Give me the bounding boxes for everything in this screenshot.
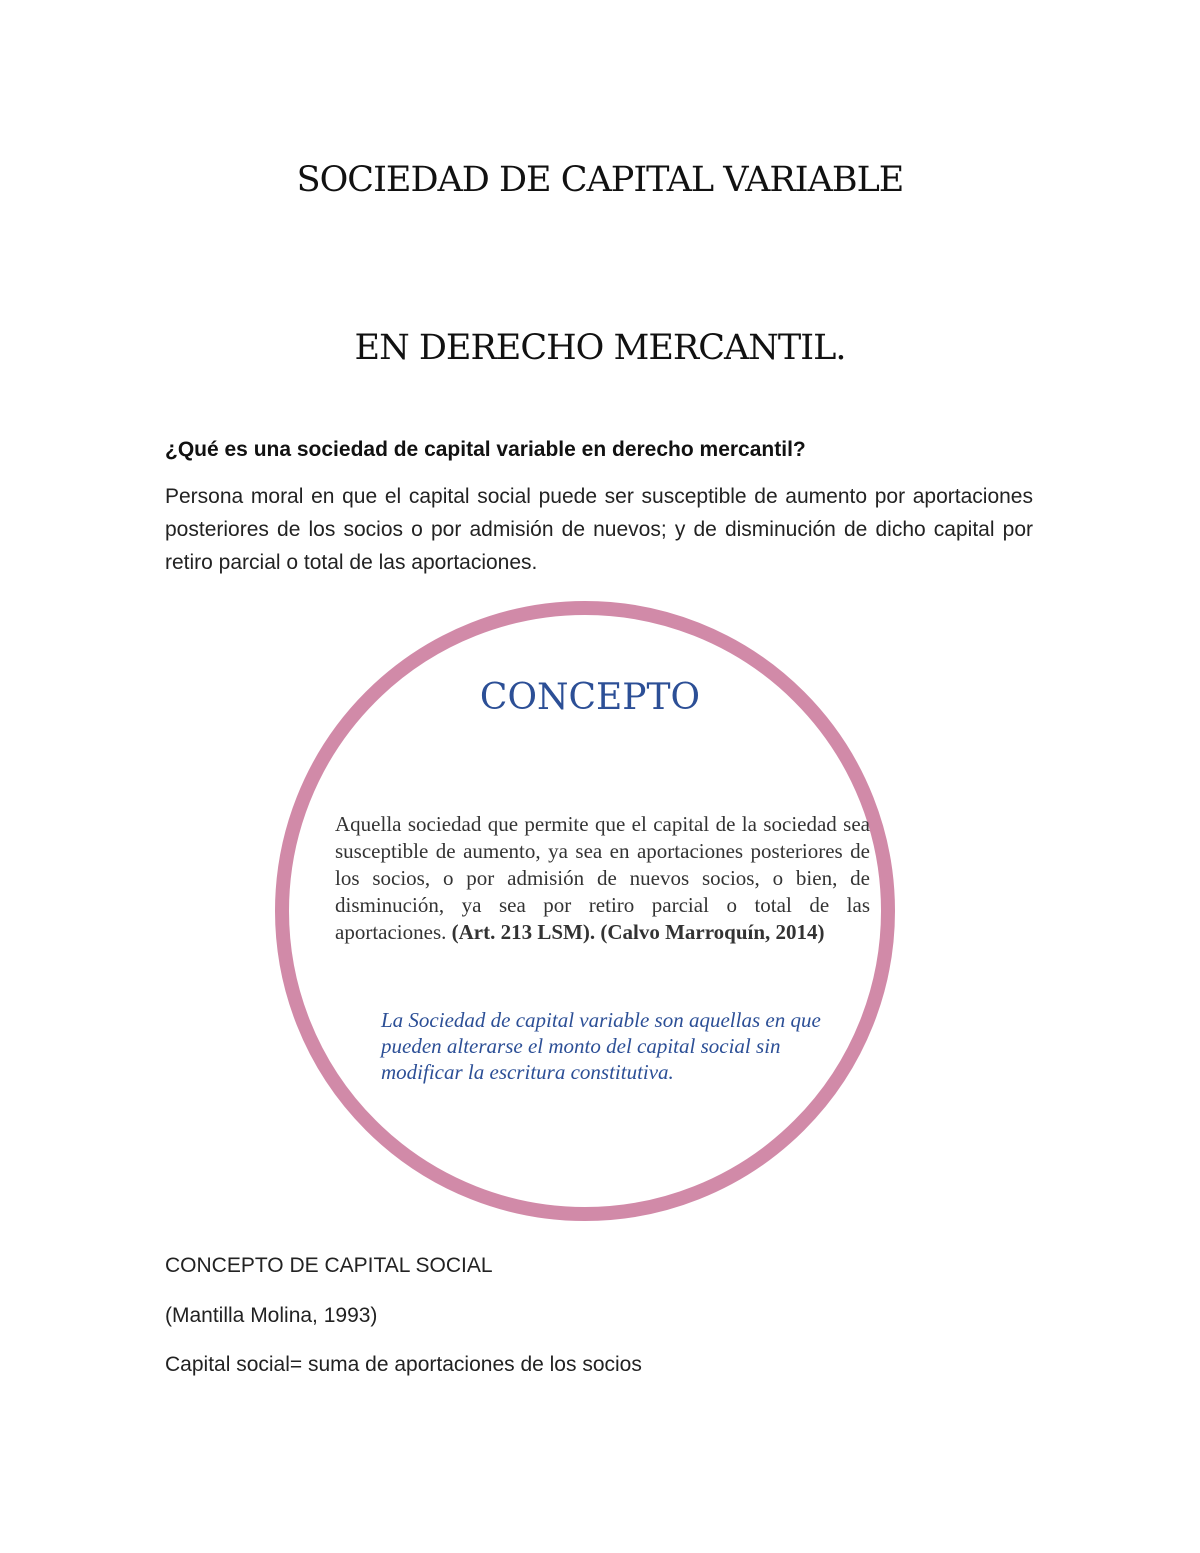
concept-heading: CONCEPTO xyxy=(479,677,701,718)
concept-circle xyxy=(275,601,895,1221)
document-title: SOCIEDAD DE CAPITAL VARIABLE xyxy=(296,160,904,200)
definition-paragraph: Persona moral en que el capital social puede ser susceptible de aumento por aportaciones posteriores de los socios o por admisión de nuevos; y de disminución de dicho capital por retiro parcial o total de las aportaciones. xyxy=(165,485,1033,574)
capital-social-heading: CONCEPTO DE CAPITAL SOCIAL xyxy=(165,1254,493,1277)
concept-citation: (Art. 213 LSM). (Calvo Marroquín, 2014) xyxy=(451,920,825,944)
capital-social-formula: Capital social= suma de aportaciones de los socios xyxy=(165,1353,642,1376)
concept-quote: La Sociedad de capital variable son aquellas en que pueden alterarse el monto del capital social sin modificar la escritura constitutiva. xyxy=(381,1008,821,1084)
question-heading: ¿Qué es una sociedad de capital variable en derecho mercantil? xyxy=(165,438,806,461)
concept-body xyxy=(335,811,870,946)
document-subtitle: EN DERECHO MERCANTIL. xyxy=(354,328,846,368)
concept-body-text: Aquella sociedad que permite que el capital de la sociedad sea susceptible de aumento, ya sea en aportaciones posteriores de los socios, o por admisión de nuevos socios, o bien, de disminución, ya sea por retiro parcial o total de las aportaciones. xyxy=(335,812,870,944)
capital-social-citation: (Mantilla Molina, 1993) xyxy=(165,1304,378,1327)
